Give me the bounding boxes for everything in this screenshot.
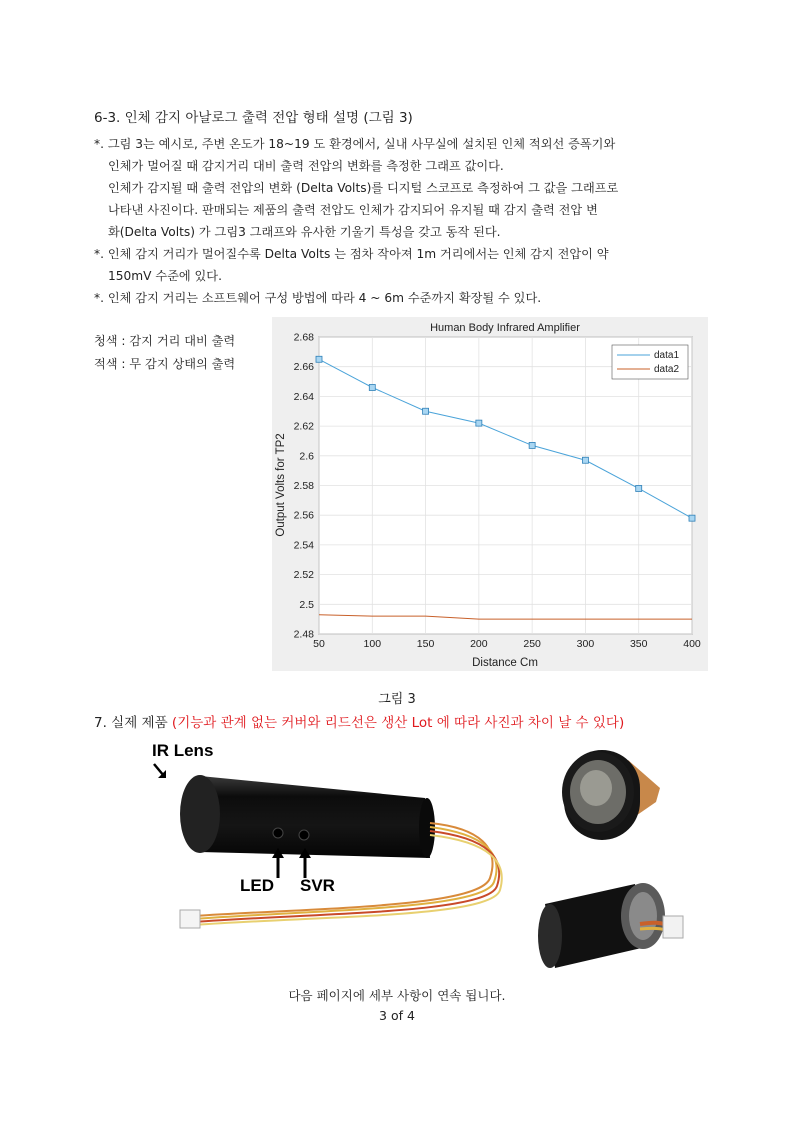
paragraph-line: *. 그림 3는 예시로, 주변 온도가 18~19 도 환경에서, 실내 사무실에 설치된 인체 적외선 증폭기와: [94, 137, 616, 151]
x-tick-label: 200: [470, 638, 488, 650]
legend-note-red: 적색 : 무 감지 상태의 출력: [94, 357, 236, 371]
data-point-data1: [582, 457, 588, 463]
y-tick-label: 2.5: [299, 598, 314, 611]
y-tick-label: 2.62: [293, 420, 314, 433]
data-point-data1: [529, 442, 535, 448]
continued-note: 다음 페이지에 세부 사항이 연속 됩니다.: [288, 988, 506, 1003]
page-number: 3 of 4: [379, 1008, 415, 1023]
x-tick-label: 400: [683, 638, 701, 650]
y-tick-label: 2.6: [299, 450, 314, 463]
y-tick-label: 2.64: [293, 390, 314, 403]
chart-container: [272, 317, 708, 671]
y-tick-label: 2.56: [293, 509, 314, 522]
x-tick-label: 350: [629, 638, 648, 650]
y-tick-label: 2.54: [293, 539, 314, 552]
ir-lens-label: IR Lens: [152, 741, 214, 760]
paragraph-line: 나타낸 사진이다. 판매되는 제품의 출력 전압도 인체가 감지되어 유지될 때 감지 출력 전압 변: [108, 203, 598, 217]
paragraph-line: *. 인체 감지 거리는 소프트웨어 구성 방법에 따라 4 ~ 6m 수준까지 확장될 수 있다.: [94, 291, 542, 305]
x-tick-label: 150: [416, 638, 435, 650]
chart-title: Human Body Infrared Amplifier: [430, 322, 580, 334]
paragraph-line: 인체가 감지될 때 출력 전압의 변화 (Delta Volts)를 디지털 스코프로 측정하여 그 값을 그래프로: [108, 181, 619, 195]
legend-label-data2: data2: [654, 364, 680, 375]
y-tick-label: 2.66: [293, 361, 314, 374]
y-tick-label: 2.52: [293, 569, 314, 582]
data-point-data1: [423, 408, 429, 414]
product-photo: [140, 738, 540, 938]
chart-legend: [612, 345, 688, 379]
paragraph-line: 인체가 멀어질 때 감지거리 대비 출력 전압의 변화를 측정한 그래프 값이다.: [108, 159, 504, 173]
product-front-photo: [550, 740, 670, 850]
y-axis-label: Output Volts for TP2: [275, 433, 287, 537]
x-axis-label: Distance Cm: [472, 657, 538, 669]
y-tick-label: 2.68: [293, 331, 314, 344]
svr-label: SVR: [300, 876, 335, 895]
product-back-photo: [535, 876, 695, 976]
section-7-note: (기능과 관계 없는 커버와 리드선은 생산 Lot 에 따라 사진과 차이 날 수 있다): [171, 715, 625, 731]
data-point-data1: [689, 515, 695, 521]
x-tick-label: 300: [576, 638, 595, 650]
section-heading: 6-3. 인체 감지 아날로그 출력 전압 형태 설명 (그림 3): [94, 110, 413, 126]
section-7-title: 7. 실제 제품: [94, 715, 172, 731]
data-point-data1: [636, 485, 642, 491]
section-7-heading: [94, 711, 624, 731]
data-point-data1: [476, 420, 482, 426]
led-label: LED: [240, 876, 274, 895]
data-point-data1: [316, 356, 322, 362]
y-tick-label: 2.58: [293, 480, 314, 492]
x-tick-label: 50: [313, 638, 325, 650]
line-chart: [272, 317, 708, 671]
y-tick-label: 2.48: [293, 628, 314, 641]
paragraph-line: 150mV 수준에 있다.: [108, 269, 222, 283]
paragraph-line: *. 인체 감지 거리가 멀어질수록 Delta Volts 는 점차 작아져 1m 거리에서는 인체 감지 전압이 약: [94, 247, 609, 261]
paragraph-line: 화(Delta Volts) 가 그림3 그래프와 유사한 기울기 특성을 갖고 동작 된다.: [108, 225, 501, 239]
legend-note-blue: 청색 : 감지 거리 대비 출력: [94, 334, 236, 348]
figure-caption: 그림 3: [378, 692, 416, 707]
legend-label-data1: data1: [654, 350, 680, 361]
data-point-data1: [369, 384, 375, 390]
x-tick-label: 250: [523, 638, 541, 650]
x-tick-label: 100: [363, 638, 382, 650]
